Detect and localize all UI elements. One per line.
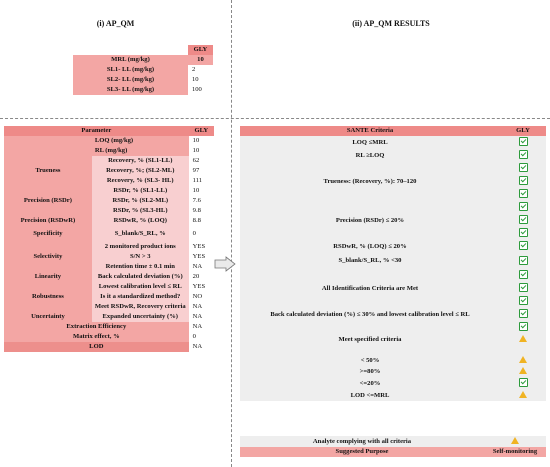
check-icon [519,283,528,292]
param-specificity: Specificity [4,226,92,242]
param-value: 10 [189,136,214,146]
check-icon [519,137,528,146]
param-value: 10 [189,146,214,156]
limit-value: 2 [188,65,213,75]
warning-icon [519,335,527,342]
criteria-rl: RL ≥LOQ [240,149,500,162]
limit-value: 100 [188,85,213,95]
limit-label: SL1- LL (mg/kg) [73,65,188,75]
check-icon [519,256,528,265]
col-gly: GLY [189,126,214,136]
arrow-right-icon [214,256,236,272]
param-value: 0 [189,332,214,342]
limit-label: MRL (mg/kg) [111,56,150,63]
param-sub: Back calculated deviation (%) [92,272,189,282]
criteria-extraction: >=80% [240,366,500,377]
criteria-specificity: S_blank/S_RL, % <30 [240,253,500,269]
param-extraction: Extraction Efficiency [4,322,189,332]
param-sub: RSDr, % (SL2-ML) [92,196,189,206]
limit-label: SL3- LL (mg/kg) [73,85,188,95]
criteria-precision: Precision (RSDr) ≤ 20% [240,214,500,227]
criteria-matrix: <=20% [240,377,500,390]
param-value: NA [189,312,214,322]
param-value: 10 [189,186,214,196]
param-value: NA [189,322,214,332]
col-gly-results: GLY [500,126,546,136]
col-sante-criteria: SANTE Criteria [240,126,500,136]
panel-divider-horizontal [0,118,550,119]
param-linearity: Linearity [4,272,92,282]
param-sub: Lowest calibration level ≤ RL [92,282,189,292]
param-loq: LOQ (mg/kg) [92,136,189,146]
param-selectivity: Selectivity [4,252,92,262]
param-value: 62 [189,156,214,166]
param-sub: Expanded uncertainty (%) [92,312,189,322]
check-icon [519,378,528,387]
check-icon [519,189,528,198]
check-icon [519,270,528,279]
param-sub: 2 monitored product ions [92,242,189,252]
param-sub: RSDr, % (SL1-LL) [92,186,189,196]
param-sub: S_blank/S_RL, % [92,226,189,242]
complying-label: Analyte complying with all criteria [240,436,484,447]
criteria-trueness: Trueness: (Recovery, %): 70–120 [240,175,500,188]
param-robustness: Robustness [4,292,92,302]
param-trueness: Trueness [4,166,92,176]
limits-table [73,45,213,95]
param-matrix: Matrix effect, % [4,332,189,342]
param-precision-rsdwr: Precision (RSDwR) [4,216,92,226]
warning-icon [519,356,527,363]
param-sub: Meet RSDwR, Recovery criteria [92,302,189,312]
param-value: YES [189,282,214,292]
criteria-identification: All Identification Criteria are Met [240,282,500,295]
check-icon [519,228,528,237]
check-icon [519,296,528,305]
limits-col-header: GLY [188,45,213,55]
param-sub: Is it a standardized method? [92,292,189,302]
param-value: NO [189,292,214,302]
panel-divider-vertical [231,0,232,467]
param-value: 8.8 [189,216,214,226]
check-icon [519,202,528,211]
param-value: 0 [189,226,214,242]
check-icon [519,163,528,172]
purpose-label: Suggested Purpose [240,447,484,457]
limit-label: SL2- LL (mg/kg) [73,75,188,85]
param-value: 111 [189,176,214,186]
col-parameter: Parameter [4,126,189,136]
check-icon [519,150,528,159]
param-value: NA [189,342,214,352]
check-icon [519,176,528,185]
param-value: YES [189,242,214,252]
param-precision-rsdr: Precision (RSDr) [4,196,92,206]
check-icon [519,241,528,250]
check-icon [519,215,528,224]
param-lod: LOD [4,342,189,352]
purpose-value: Self-monitoring [484,447,546,457]
param-sub: RSDwR, % (LOQ) [92,216,189,226]
param-sub: S/N > 3 [92,252,189,262]
limit-value: 10 [197,56,204,63]
limit-value: 10 [188,75,213,85]
param-value: 7.6 [189,196,214,206]
param-value: 20 [189,272,214,282]
param-sub: Retention time ± 0.1 min [92,262,189,272]
param-value: NA [189,262,214,272]
param-value: 9.8 [189,206,214,216]
param-rl: RL (mg/kg) [92,146,189,156]
criteria-lod: LOD <=MRL [240,390,500,401]
left-panel-title: (i) AP_QM [96,19,135,28]
summary-table [240,436,546,457]
param-sub: Recovery, % (SL1-LL) [92,156,189,166]
param-sub: Recovery, % (SL3- HL) [92,176,189,186]
check-icon [519,322,528,331]
criteria-uncertainty: < 50% [240,355,500,366]
criteria-rsdwr: RSDwR, % (LOQ) ≤ 20% [240,240,500,253]
criteria-robustness: Meet specified criteria [240,334,500,345]
param-value: YES [189,252,214,262]
warning-icon [519,367,527,374]
criteria-linearity: Back calculated deviation (%) ≤ 30% and lowest calibration level ≤ RL [240,308,500,321]
param-sub: RSDr, % (SL3-HL) [92,206,189,216]
check-icon [519,309,528,318]
param-uncertainty: Uncertainty [4,312,92,322]
param-value: 97 [189,166,214,176]
param-value: NA [189,302,214,312]
warning-icon [511,437,519,444]
criteria-loq: LOQ ≤MRL [240,136,500,149]
results-table [240,126,546,401]
parameter-table [4,126,214,352]
right-panel-title: (ii) AP_QM RESULTS [352,19,430,28]
param-sub: Recovery, %; (SL2-ML) [92,166,189,176]
warning-icon [519,391,527,398]
